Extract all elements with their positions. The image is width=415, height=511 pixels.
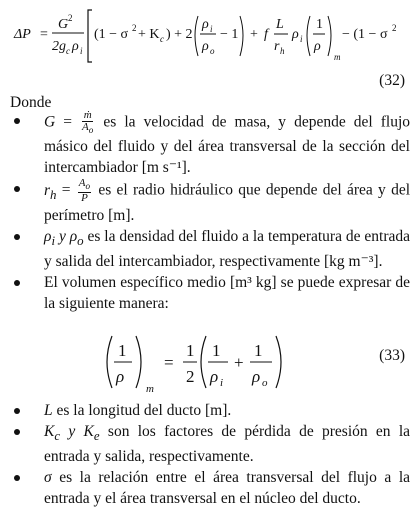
svg-text:1: 1 bbox=[254, 341, 263, 360]
list-item bbox=[0, 421, 410, 467]
svg-text:ΔP: ΔP bbox=[14, 27, 31, 42]
list-item-text: es la densidad del fluido a la temperatura de entrada y salida del intercambiador, respectivamente [kg m⁻³]. bbox=[44, 227, 410, 271]
list-item bbox=[0, 467, 410, 509]
definition-list-top bbox=[0, 110, 410, 314]
svg-text:o: o bbox=[262, 377, 268, 389]
svg-text:i: i bbox=[220, 377, 224, 389]
svg-text:1: 1 bbox=[186, 341, 195, 360]
svg-text:ρ: ρ bbox=[292, 27, 299, 42]
svg-text:(1 − σ: (1 − σ bbox=[94, 27, 129, 42]
list-item-text: es la velocidad de masa, y depende del flujo másico del fluido y del área transversal de la sección del intercambiador [m s⁻¹]. bbox=[44, 113, 410, 177]
svg-text:1: 1 bbox=[118, 341, 127, 360]
list-item bbox=[0, 400, 410, 421]
svg-text:− 1: − 1 bbox=[220, 27, 239, 42]
svg-text:i: i bbox=[300, 34, 303, 44]
svg-text:o: o bbox=[210, 46, 215, 56]
svg-text:ρ: ρ bbox=[252, 367, 261, 386]
svg-text:1: 1 bbox=[212, 341, 221, 360]
svg-text:i: i bbox=[210, 24, 213, 34]
donde-label: Donde bbox=[10, 94, 52, 111]
svg-text:) + 2: ) + 2 bbox=[166, 27, 193, 42]
list-item-text: es el radio hidráulico que depende del área y del perímetro [m]. bbox=[44, 181, 411, 224]
svg-text:ρ: ρ bbox=[202, 17, 209, 32]
list-item bbox=[0, 226, 410, 272]
equation-33-graphic bbox=[0, 322, 415, 402]
svg-text:=: = bbox=[40, 27, 48, 42]
svg-text:ρ: ρ bbox=[72, 39, 79, 54]
symbol-rh: $r_h$ bbox=[44, 181, 57, 202]
symbol-rho: $\rho_i$ y $\rho_o$ bbox=[44, 227, 84, 249]
svg-text:r: r bbox=[274, 39, 280, 54]
svg-text:+ K: + K bbox=[138, 27, 160, 42]
svg-text:L: L bbox=[276, 17, 284, 32]
svg-text:h: h bbox=[280, 46, 285, 56]
list-item-text: El volumen específico medio [m³ kg] se puede expresar de la siguiente manera: bbox=[44, 274, 410, 313]
fraction-Ao-over-P: $\frac{A_o}{P}$ bbox=[78, 177, 91, 205]
svg-text:2: 2 bbox=[186, 367, 195, 386]
equation-32-number: (32) bbox=[379, 72, 405, 89]
symbol-L: L bbox=[44, 402, 53, 419]
equation-33 bbox=[0, 322, 415, 402]
equation-32-graphic-tail bbox=[0, 36, 415, 66]
equation-32 bbox=[0, 0, 415, 98]
svg-text:ρ: ρ bbox=[202, 39, 209, 54]
symbol-G: G bbox=[44, 113, 56, 131]
svg-text:=: = bbox=[164, 353, 174, 372]
svg-text:m: m bbox=[146, 383, 154, 395]
symbol-K: $K_c$ y $K_e$ bbox=[44, 423, 100, 444]
svg-text:ρ: ρ bbox=[210, 367, 219, 386]
svg-text:c: c bbox=[66, 46, 70, 56]
svg-text:2g: 2g bbox=[52, 39, 66, 54]
svg-text:− (1 − σ: − (1 − σ bbox=[342, 27, 388, 42]
svg-text:2: 2 bbox=[392, 23, 397, 33]
equation-33-number: (33) bbox=[379, 347, 405, 364]
svg-text:2: 2 bbox=[132, 23, 137, 33]
definition-list-bottom bbox=[0, 400, 410, 509]
list-item-text: es la longitud del ducto [m]. bbox=[56, 402, 232, 419]
svg-text:m: m bbox=[334, 52, 341, 62]
svg-text:ρ: ρ bbox=[314, 39, 321, 54]
svg-text:1: 1 bbox=[316, 17, 323, 32]
list-item-text: son los factores de pérdida de presión en la entrada y salida, respectivamente. bbox=[44, 423, 411, 466]
list-item: G = $\frac{\text{ṁ}}{A_o}$ es la velocidad de masa, y depende del flujo másico del fluido y del área transversal de la sección del intercambiador [m s⁻¹]. bbox=[0, 110, 410, 178]
svg-text:i: i bbox=[80, 46, 83, 56]
svg-text:2: 2 bbox=[68, 13, 73, 23]
svg-text:ρ: ρ bbox=[116, 367, 125, 386]
svg-text:G: G bbox=[58, 17, 69, 32]
svg-text:c: c bbox=[160, 34, 164, 44]
list-item: $r_h$ = $\frac{A_o}{P}$ es el radio hidráulico que depende del área y del perímetro [m]. bbox=[0, 178, 410, 226]
svg-text:f: f bbox=[264, 27, 268, 42]
fraction-m-over-Ao: $\frac{\text{ṁ}}{A_o}$ bbox=[82, 109, 94, 136]
list-item bbox=[0, 272, 410, 314]
list-item-text: es la relación entre el área transversal del flujo a la entrada y el área transversal en el núcleo del ducto. bbox=[44, 469, 411, 508]
svg-text:+: + bbox=[250, 27, 258, 42]
symbol-sigma: σ bbox=[44, 469, 52, 487]
svg-text:+: + bbox=[234, 353, 244, 372]
